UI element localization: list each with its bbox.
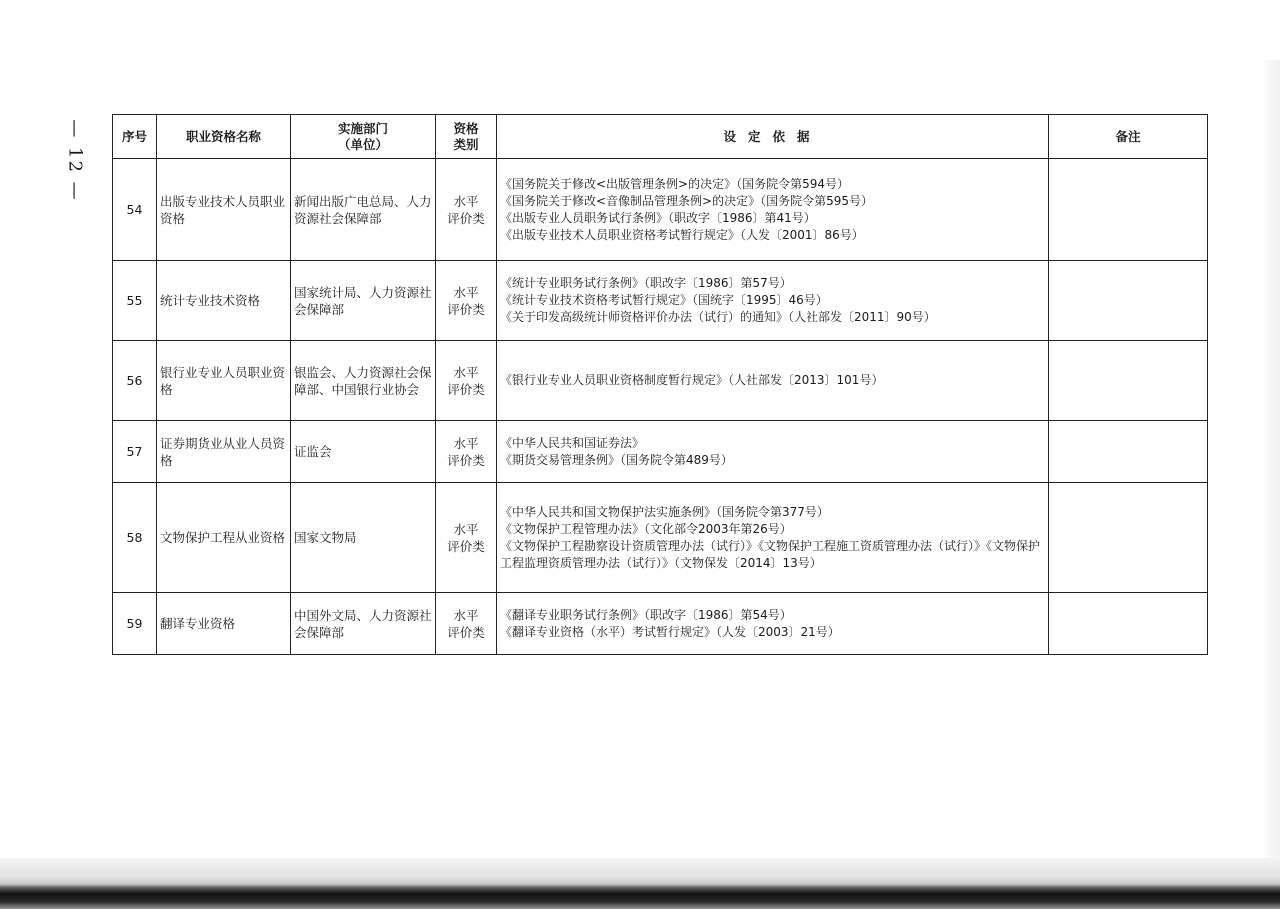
cell-category: 水平 评价类 [436, 159, 497, 261]
header-category-line1: 资格 [453, 120, 479, 136]
cell-notes [1049, 421, 1208, 483]
table-row [113, 421, 1208, 483]
cell-name: 出版专业技术人员职业资格 [157, 159, 291, 261]
cell-seq: 58 [113, 483, 157, 593]
header-category-line2: 类别 [453, 136, 479, 152]
cell-dept: 国家统计局、人力资源社会保障部 [291, 261, 436, 341]
page-number: — 12 — [64, 118, 86, 202]
header-name: 职业资格名称 [157, 115, 291, 159]
cell-dept: 中国外文局、人力资源社会保障部 [291, 593, 436, 655]
table-row [113, 593, 1208, 655]
cell-name: 证券期货业从业人员资格 [157, 421, 291, 483]
cell-dept: 证监会 [291, 421, 436, 483]
header-category [436, 115, 497, 159]
cell-seq: 56 [113, 341, 157, 421]
cell-name: 翻译专业资格 [157, 593, 291, 655]
cell-seq: 59 [113, 593, 157, 655]
cell-name: 文物保护工程从业资格 [157, 483, 291, 593]
cell-basis: 《翻译专业职务试行条例》（职改字〔1986〕第54号） 《翻译专业资格（水平）考试暂行规定》（人发〔2003〕21号） [497, 593, 1049, 655]
cell-notes [1049, 159, 1208, 261]
table-row [113, 483, 1208, 593]
table-row [113, 159, 1208, 261]
cell-basis: 《中华人民共和国文物保护法实施条例》（国务院令第377号） 《文物保护工程管理办法》（文化部令2003年第26号） 《文物保护工程勘察设计资质管理办法（试行）》《文物保护工程施工资质管理办法（试行）》《文物保护工程监理资质管理办法（试行）》（文物保发〔2014〕13号） [497, 483, 1049, 593]
header-dept-line1: 实施部门 [337, 120, 388, 136]
cell-notes [1049, 483, 1208, 593]
cell-category: 水平 评价类 [436, 593, 497, 655]
header-dept [291, 115, 436, 159]
header-notes: 备注 [1049, 115, 1208, 159]
cell-notes [1049, 261, 1208, 341]
cell-basis: 《中华人民共和国证券法》 《期货交易管理条例》（国务院令第489号） [497, 421, 1049, 483]
table-row [113, 261, 1208, 341]
cell-basis: 《统计专业职务试行条例》（职改字〔1986〕第57号） 《统计专业技术资格考试暂行规定》（国统字〔1995〕46号） 《关于印发高级统计师资格评价办法（试行）的通知》（人社部发〔2011〕90号） [497, 261, 1049, 341]
table-row [113, 341, 1208, 421]
scan-bottom-edge [0, 858, 1280, 909]
cell-basis: 《国务院关于修改<出版管理条例>的决定》（国务院令第594号） 《国务院关于修改<音像制品管理条例>的决定》（国务院令第595号） 《出版专业人员职务试行条例》（职改字〔1986〕第41号） 《出版专业技术人员职业资格考试暂行规定》（人发〔2001〕86号） [497, 159, 1049, 261]
table-header-row [113, 115, 1208, 159]
header-seq: 序号 [113, 115, 157, 159]
cell-seq: 55 [113, 261, 157, 341]
cell-dept: 新闻出版广电总局、人力资源社会保障部 [291, 159, 436, 261]
scan-edge-shadow [1262, 60, 1280, 860]
cell-category: 水平 评价类 [436, 421, 497, 483]
header-basis: 设定依据 [497, 115, 1049, 159]
cell-category: 水平 评价类 [436, 341, 497, 421]
cell-seq: 54 [113, 159, 157, 261]
qualification-table [112, 114, 1208, 655]
cell-dept: 银监会、人力资源社会保障部、中国银行业协会 [291, 341, 436, 421]
cell-notes [1049, 593, 1208, 655]
cell-name: 统计专业技术资格 [157, 261, 291, 341]
cell-notes [1049, 341, 1208, 421]
cell-dept: 国家文物局 [291, 483, 436, 593]
cell-name: 银行业专业人员职业资格 [157, 341, 291, 421]
cell-category: 水平 评价类 [436, 483, 497, 593]
cell-seq: 57 [113, 421, 157, 483]
cell-category: 水平 评价类 [436, 261, 497, 341]
header-dept-line2: （单位） [337, 136, 388, 152]
cell-basis: 《银行业专业人员职业资格制度暂行规定》（人社部发〔2013〕101号） [497, 341, 1049, 421]
